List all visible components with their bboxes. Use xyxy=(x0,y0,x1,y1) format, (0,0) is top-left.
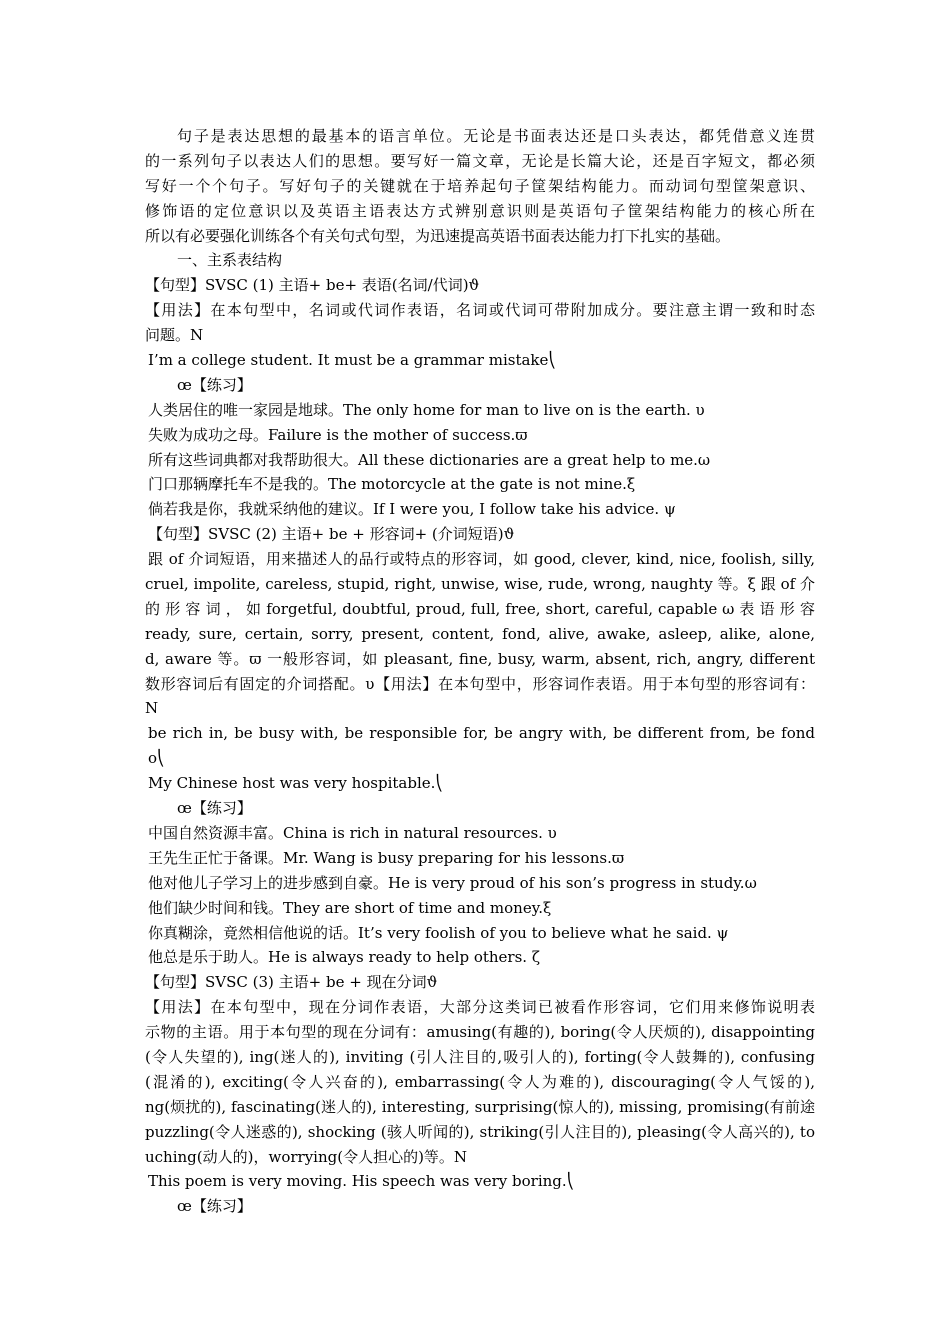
text-line: (混淆的), exciting(令人兴奋的), embarrassing(令人为难的), discouraging(令人气馁的), xyxy=(145,1072,815,1091)
text-line: 句子是表达思想的最基本的语言单位。无论是书面表达还是口头表达，都凭借意义连贯 xyxy=(177,127,815,145)
text-line: 门口那辆摩托车不是我的。The motorcycle at the gate is not mine.ξ xyxy=(148,475,636,494)
text-line: 问题。N xyxy=(145,326,204,345)
text-line: 写好一个个句子。写好句子的关键就在于培养起句子筐架结构能力。而动词句型筐架意识、 xyxy=(145,176,815,195)
text-line: puzzling(令人迷惑的), shocking (骇人听闻的), striking(引人注目的), pleasing(令人高兴的), to xyxy=(145,1122,815,1141)
text-line: 示物的主语。用于本句型的现在分词有：amusing(有趣的), boring(令人厌烦的), disappointing xyxy=(145,1023,815,1042)
text-line: 所有这些词典都对我帮助很大。All these dictionaries are a great help to me.ω xyxy=(148,450,711,469)
text-line: 修饰语的定位意识以及英语主语表达方式辨别意识则是英语句子筐架结构能力的核心所在 xyxy=(145,201,815,220)
text-line: œ【练习】 xyxy=(177,375,252,394)
text-line: 【用法】在本句型中，名词或代词作表语，名词或代词可带附加成分。要注意主谓一致和时态 xyxy=(145,301,815,320)
text-line: 【句型】SVSC (3) 主语+ be + 现在分词ϑ xyxy=(145,973,438,992)
text-line: 的 形 容 词 ， 如 forgetful, doubtful, proud, full, free, short, careful, capable ω 表 语 形 容 xyxy=(145,599,815,618)
text-line: This poem is very moving. His speech was very boring.⎝ xyxy=(148,1172,575,1191)
text-line: o⎝ xyxy=(148,749,165,768)
text-line: uching(动人的)，worrying(令人担心的)等。N xyxy=(145,1147,468,1166)
text-line: œ【练习】 xyxy=(177,1197,252,1216)
text-line: 数形容词后有固定的介词搭配。υ【用法】在本句型中，形容词作表语。用于本句型的形容词有： xyxy=(145,674,815,693)
text-line: 你真糊涂，竟然相信他说的话。It’s very foolish of you to believe what he said. ψ xyxy=(148,923,729,942)
text-line: cruel, impolite, careless, stupid, right, unwise, wise, rude, wrong, naughty 等。ξ 跟 of 介 xyxy=(145,575,815,594)
text-line: 他对他儿子学习上的进步感到自豪。He is very proud of his son’s progress in study.ω xyxy=(148,873,757,892)
text-line: ready, sure, certain, sorry, present, content, fond, alive, awake, asleep, alike, alone, xyxy=(145,624,815,643)
text-line: 【句型】SVSC (2) 主语+ be + 形容词+ (介词短语)ϑ xyxy=(148,525,515,544)
text-line: 他们缺少时间和钱。They are short of time and money.ξ xyxy=(148,898,552,917)
text-line: N xyxy=(145,699,159,718)
text-line: be rich in, be busy with, be responsible for, be angry with, be different from, be fond xyxy=(148,724,815,743)
text-line: 【句型】SVSC (1) 主语+ be+ 表语(名词/代词)ϑ xyxy=(145,276,480,295)
text-line: 的一系列句子以表达人们的思想。要写好一篇文章，无论是长篇大论，还是百字短文，都必须 xyxy=(145,151,815,170)
text-line: ng(烦扰的), fascinating(迷人的), interesting, surprising(惊人的), missing, promising(有前途 xyxy=(145,1097,815,1116)
text-line: 王先生正忙于备课。Mr. Wang is busy preparing for his lessons.ϖ xyxy=(148,848,625,867)
text-line: 倘若我是你，我就采纳他的建议。If I were you, I follow take his advice. ψ xyxy=(148,500,676,519)
text-line: 一、主系表结构 xyxy=(177,251,283,270)
text-line: 跟 of 介词短语，用来描述人的品行或特点的形容词，如 good, clever, kind, nice, foolish, silly, xyxy=(148,550,815,569)
text-line: 中国自然资源丰富。China is rich in natural resources. υ xyxy=(148,823,557,842)
document-body xyxy=(145,124,815,1219)
text-line: My Chinese host was very hospitable.⎝ xyxy=(148,774,443,793)
text-line: 他总是乐于助人。He is always ready to help others. ζ xyxy=(148,948,540,967)
text-line: d, aware 等。ϖ 一般形容词，如 pleasant, fine, busy, warm, absent, rich, angry, different xyxy=(145,649,815,668)
text-line: 所以有必要强化训练各个有关句式句型，为迅速提高英语书面表达能力打下扎实的基础。 xyxy=(145,226,731,245)
text-line: 【用法】在本句型中，现在分词作表语，大部分这类词已被看作形容词，它们用来修饰说明表 xyxy=(145,998,815,1017)
text-line: 失败为成功之母。Failure is the mother of success.ϖ xyxy=(148,425,528,444)
text-line: 人类居住的唯一家园是地球。The only home for man to live on is the earth. υ xyxy=(148,400,705,419)
text-line: I’m a college student. It must be a grammar mistake⎝ xyxy=(148,351,556,370)
text-line: œ【练习】 xyxy=(177,799,252,818)
text-line: (令人失望的), ing(迷人的), inviting (引人注目的,吸引人的), forting(令人鼓舞的), confusing xyxy=(145,1047,815,1066)
